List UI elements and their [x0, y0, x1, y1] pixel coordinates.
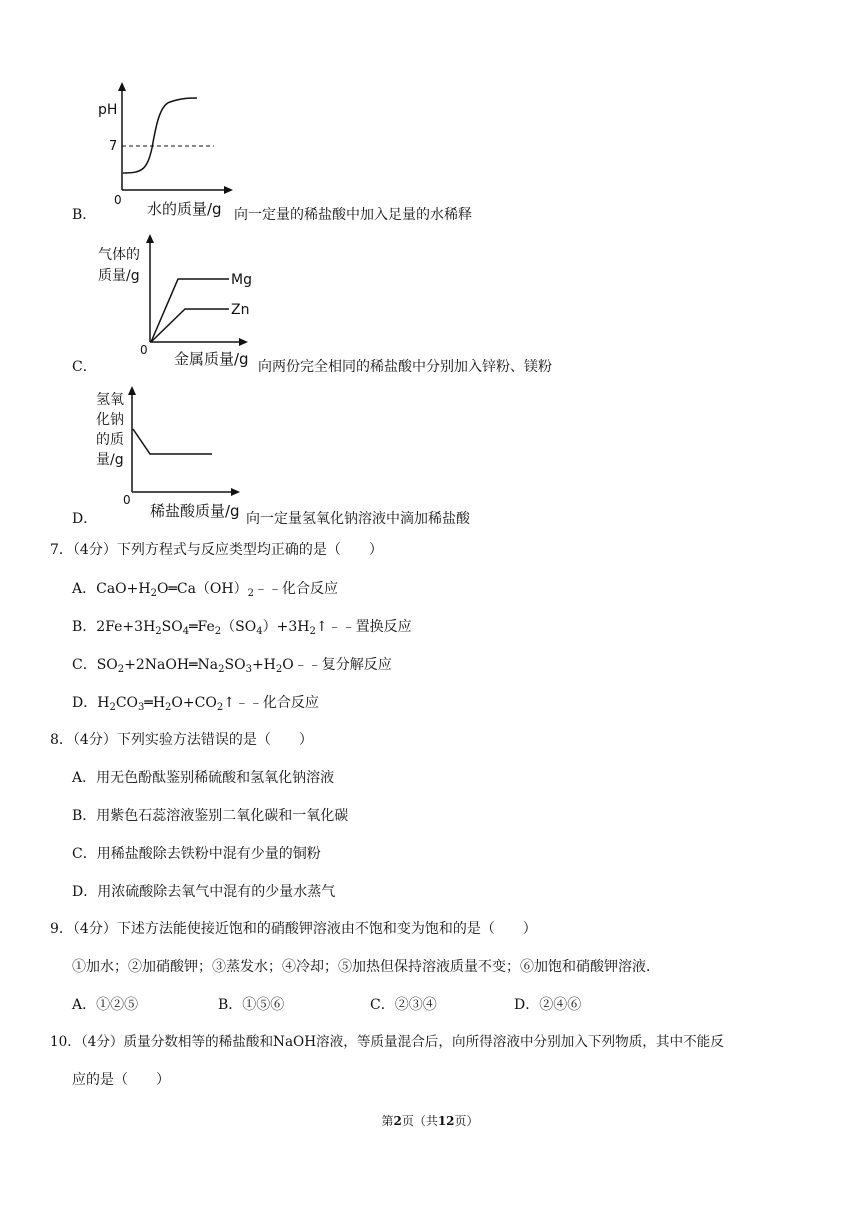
graph-c-series-mg: Mg	[231, 272, 252, 288]
graph-c-y-arrow	[146, 234, 154, 243]
q7-option-a: A．$CaO+H_2O═Ca(OH)_2﹣﹣$化合反应	[72, 581, 338, 599]
q9-option-d: D．②④⑥	[514, 997, 582, 1013]
q8-option-d: D．用浓硫酸除去氧气中混有的少量水蒸气	[72, 884, 336, 900]
q8-stem: 8．（4分）下列实验方法错误的是（ ）	[50, 732, 313, 748]
graph-c-x-arrow	[239, 338, 248, 346]
q9-option-c: C．②③④	[370, 997, 437, 1013]
option-c-label: C．	[72, 359, 97, 375]
option-b-caption: 向一定量的稀盐酸中加入足量的水稀释	[234, 207, 472, 223]
option-c-caption: 向两份完全相同的稀盐酸中分别加入锌粉、镁粉	[258, 359, 552, 375]
option-d-caption: 向一定量氢氧化钠溶液中滴加稀盐酸	[246, 511, 470, 527]
graph-d-x-arrow	[231, 488, 240, 496]
q7-option-b: B．$2Fe+3H_2SO_4═Fe_2(SO_4)+3H_2↑﹣﹣$置换反应	[72, 619, 412, 637]
q9-conditions: ①加水；②加硝酸钾；③蒸发水；④冷却；⑤加热但保持溶液质量不变；⑥加饱和硝酸钾溶液．	[72, 959, 660, 975]
q9-option-a: A．①②⑤	[72, 997, 139, 1013]
graph-c-ylabel-1: 气体的	[98, 247, 140, 263]
graph-c-ylabel-2: 质量/g	[98, 268, 140, 284]
page-footer: 第2页（共12页）	[381, 1114, 479, 1128]
option-d-label: D．	[72, 511, 98, 527]
graph-b-xlabel: 水的质量/g	[147, 200, 222, 218]
graph-d-naoh-chart	[92, 384, 252, 524]
q7-option-d: D．$H_2CO_3═H_2O+CO_2↑﹣﹣$化合反应	[72, 695, 319, 713]
graph-d-y-arrow	[128, 386, 136, 395]
graph-b-ph-chart	[92, 80, 242, 220]
graph-b-ytick: 7	[109, 139, 118, 154]
graph-c-gas-chart	[92, 232, 262, 372]
graph-c-mg-line	[151, 279, 229, 342]
graph-c-series-zn: Zn	[231, 302, 250, 318]
graph-b-y-arrow	[118, 82, 126, 91]
graph-d-origin: 0	[123, 493, 131, 507]
option-b-label: B．	[72, 207, 97, 223]
graph-c-xlabel: 金属质量/g	[174, 350, 249, 368]
graph-b-ylabel: pH	[98, 102, 118, 118]
q7-option-c: C．$SO_2+2NaOH═Na_2SO_3+H_2O﹣﹣$复分解反应	[72, 657, 392, 675]
q7-stem: 7．（4分）下列方程式与反应类型均正确的是（ ）	[50, 542, 383, 558]
q8-option-c: C．用稀盐酸除去铁粉中混有少量的铜粉	[72, 846, 321, 862]
graph-d-line	[133, 429, 212, 454]
graph-d-xlabel: 稀盐酸质量/g	[150, 502, 240, 520]
graph-d-ylabel-1: 氢氧	[96, 392, 124, 408]
graph-b-x-arrow	[224, 186, 233, 194]
q10-stem-line1: 10．（4分）质量分数相等的稀盐酸和NaOH溶液，等质量混合后，向所得溶液中分别加入下列物质，其中不能反	[50, 1034, 724, 1050]
graph-b-curve	[123, 98, 197, 173]
graph-d-ylabel-3: 的质	[96, 432, 124, 448]
q9-stem: 9．（4分）下述方法能使接近饱和的硝酸钾溶液由不饱和变为饱和的是（ ）	[50, 921, 537, 937]
graph-c-origin: 0	[140, 343, 148, 357]
graph-d-ylabel-2: 化钠	[96, 412, 124, 428]
q8-option-b: B．用紫色石蕊溶液鉴别二氧化碳和一氧化碳	[72, 808, 349, 824]
q10-stem-line2: 应的是（ ）	[72, 1072, 170, 1088]
graph-b-origin: 0	[114, 193, 122, 207]
q9-option-b: B．①⑤⑥	[218, 997, 285, 1013]
graph-d-ylabel-4: 量/g	[96, 452, 124, 468]
q8-option-a: A．用无色酚酞鉴别稀硫酸和氢氧化钠溶液	[72, 770, 335, 786]
